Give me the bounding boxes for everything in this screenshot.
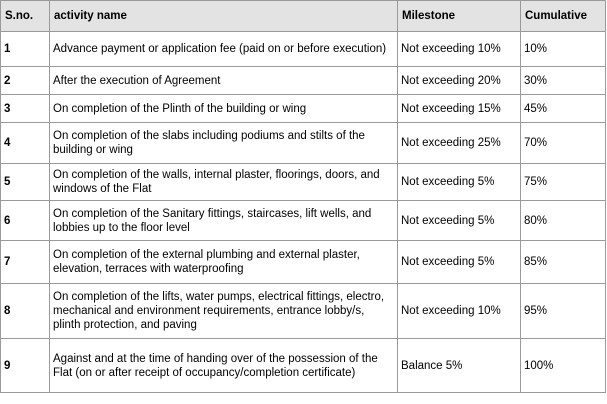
row-cumulative: 80%	[521, 201, 606, 241]
row-sno: 1	[1, 32, 50, 67]
table-header-row	[1, 1, 606, 32]
header-milestone: Milestone	[398, 1, 521, 32]
row-sno: 8	[1, 284, 50, 339]
table-row	[1, 164, 606, 201]
header-cumulative: Cumulative	[521, 1, 606, 32]
row-milestone: Not exceeding 25%	[398, 123, 521, 164]
row-cumulative: 85%	[521, 241, 606, 284]
table-row	[1, 201, 606, 241]
table-row	[1, 67, 606, 95]
row-cumulative: 10%	[521, 32, 606, 67]
row-cumulative: 70%	[521, 123, 606, 164]
header-activity-name: activity name	[50, 1, 398, 32]
row-cumulative: 100%	[521, 339, 606, 393]
row-cumulative: 75%	[521, 164, 606, 201]
row-milestone: Not exceeding 10%	[398, 32, 521, 67]
row-activity-name: Against and at the time of handing over of the possession of the Flat (on or after receipt of occupancy/completion certificate)	[50, 339, 398, 393]
row-sno: 4	[1, 123, 50, 164]
row-milestone: Not exceeding 20%	[398, 67, 521, 95]
row-activity-name: Advance payment or application fee (paid on or before execution)	[50, 32, 398, 67]
row-sno: 5	[1, 164, 50, 201]
table-row	[1, 95, 606, 123]
table-row	[1, 284, 606, 339]
row-activity-name: On completion of the walls, internal plaster, floorings, doors, and windows of the Flat	[50, 164, 398, 201]
table-row	[1, 241, 606, 284]
row-milestone: Balance 5%	[398, 339, 521, 393]
row-sno: 9	[1, 339, 50, 393]
row-activity-name: On completion of the Plinth of the building or wing	[50, 95, 398, 123]
header-sno: S.no.	[1, 1, 50, 32]
row-milestone: Not exceeding 10%	[398, 284, 521, 339]
table-row	[1, 32, 606, 67]
row-sno: 2	[1, 67, 50, 95]
row-activity-name: After the execution of Agreement	[50, 67, 398, 95]
row-sno: 7	[1, 241, 50, 284]
row-activity-name: On completion of the slabs including podiums and stilts of the building or wing	[50, 123, 398, 164]
table-row	[1, 339, 606, 393]
row-milestone: Not exceeding 15%	[398, 95, 521, 123]
row-activity-name: On completion of the external plumbing and external plaster, elevation, terraces with waterproofing	[50, 241, 398, 284]
row-milestone: Not exceeding 5%	[398, 241, 521, 284]
row-activity-name: On completion of the lifts, water pumps, electrical fittings, electro, mechanical and environment requirements, entrance lobby/s, plinth protection, and paving	[50, 284, 398, 339]
row-cumulative: 45%	[521, 95, 606, 123]
row-milestone: Not exceeding 5%	[398, 164, 521, 201]
row-sno: 3	[1, 95, 50, 123]
row-milestone: Not exceeding 5%	[398, 201, 521, 241]
row-cumulative: 95%	[521, 284, 606, 339]
row-activity-name: On completion of the Sanitary fittings, staircases, lift wells, and lobbies up to the floor level	[50, 201, 398, 241]
row-sno: 6	[1, 201, 50, 241]
row-cumulative: 30%	[521, 67, 606, 95]
table-row	[1, 123, 606, 164]
